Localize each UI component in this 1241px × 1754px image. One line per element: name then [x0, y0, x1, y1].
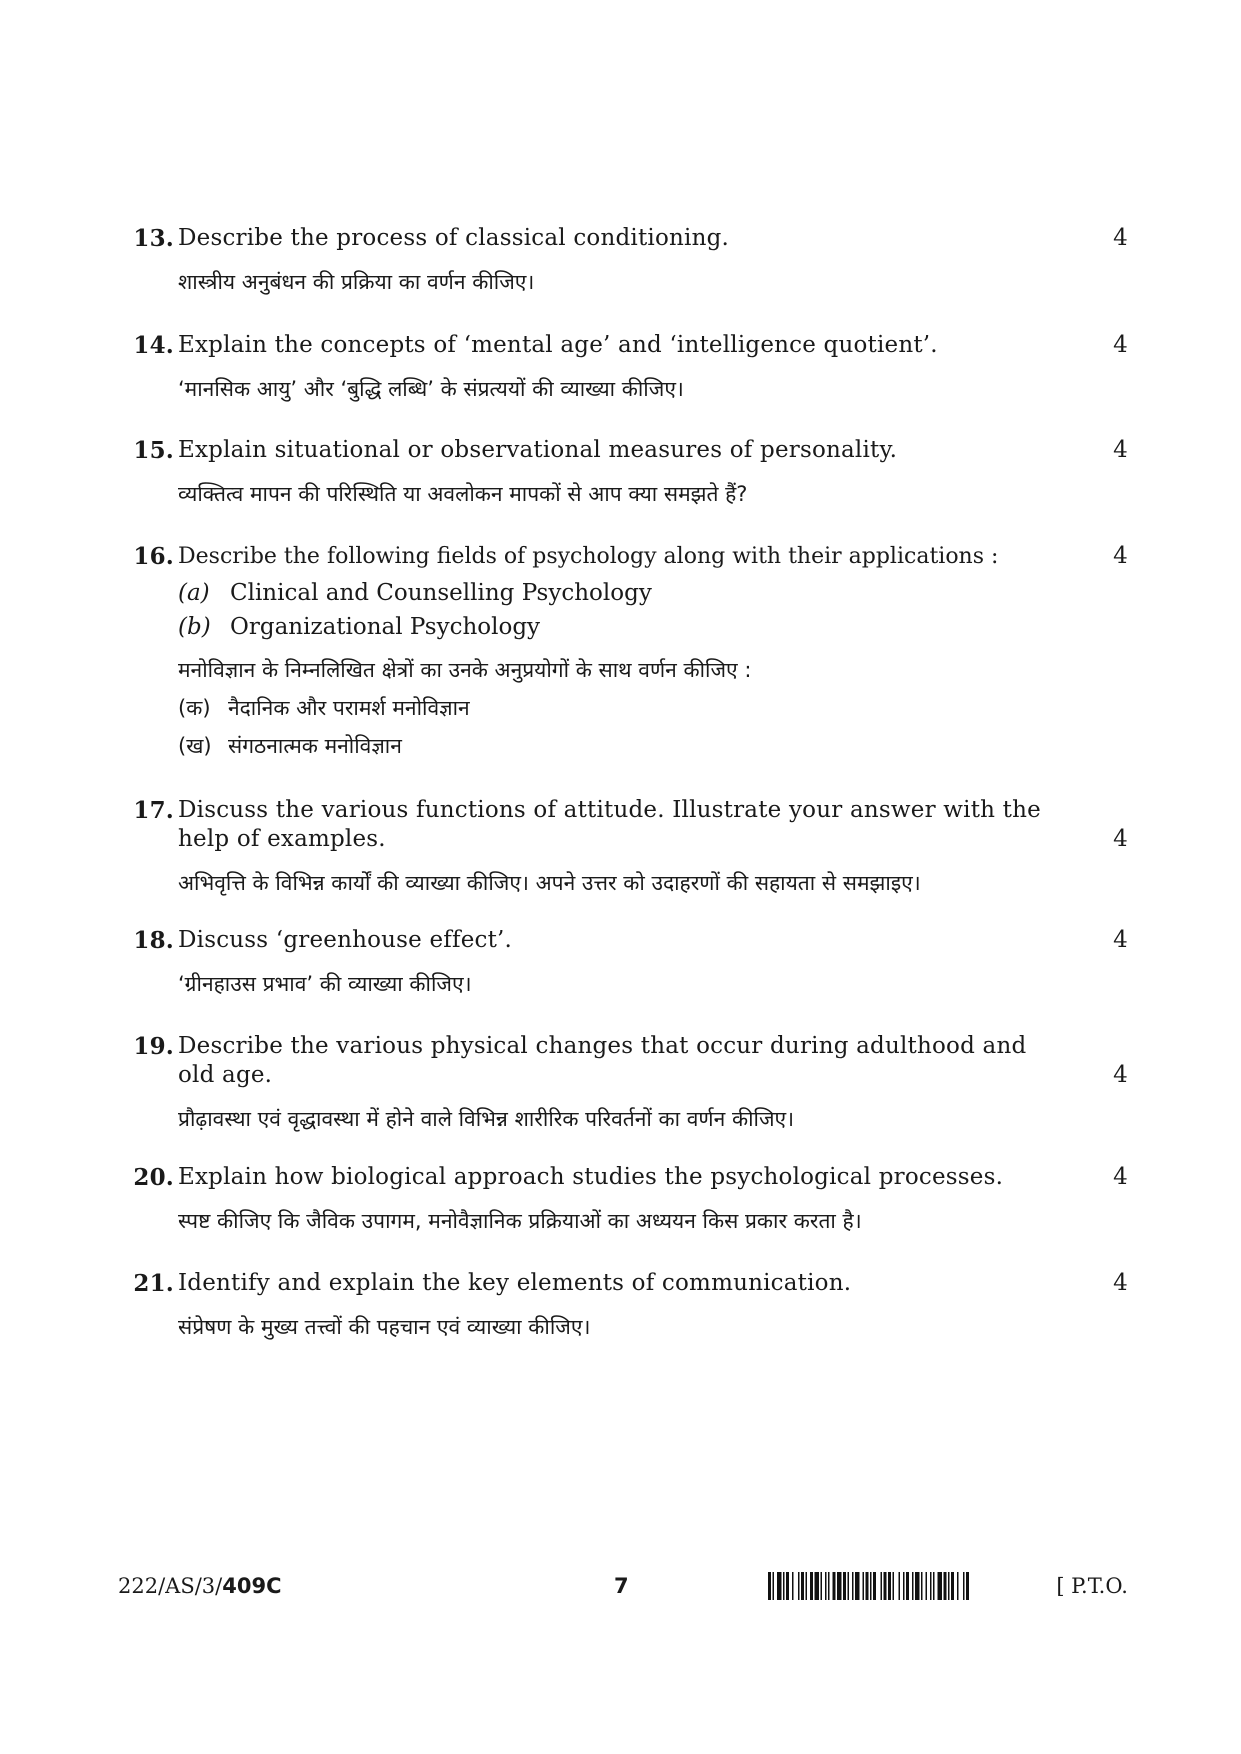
paper-code-bold: 409C [222, 1574, 282, 1598]
page-footer [118, 1570, 1128, 1602]
marks: 4 [1113, 1164, 1128, 1190]
sub-item-label: (a) [178, 580, 210, 606]
question-21 [118, 1269, 1128, 1342]
question-text-en: Discuss ‘greenhouse effect’. [178, 927, 513, 953]
question-text-en: Describe the following fields of psychology along with their applications : [178, 544, 999, 569]
question-number: 14. [133, 332, 174, 359]
question-text-en: Describe the various physical changes that occur during adulthood and old age. [178, 1033, 1027, 1088]
pto-label: [ P.T.O. [1056, 1574, 1128, 1598]
question-number: 13. [133, 225, 174, 252]
question-number: 17. [133, 797, 174, 824]
sub-item-ka [178, 693, 1128, 723]
question-text-hi: अभिवृत्ति के विभिन्न कार्यों की व्याख्या कीजिए। अपने उत्तर को उदाहरणों की सहायता से समझाइए। [178, 871, 921, 895]
question-17 [118, 796, 1128, 898]
marks: 4 [1113, 1062, 1128, 1088]
question-number: 21. [133, 1270, 174, 1297]
question-19 [118, 1032, 1128, 1134]
question-14 [118, 331, 1128, 404]
sub-item-a [178, 577, 1128, 609]
sub-item-b [178, 611, 1128, 643]
question-text-hi: प्रौढ़ावस्था एवं वृद्धावस्था में होने वाले विभिन्न शारीरिक परिवर्तनों का वर्णन कीजिए। [178, 1107, 795, 1131]
question-15 [118, 436, 1128, 509]
sub-item-text: Clinical and Counselling Psychology [230, 580, 652, 606]
question-text-hi: स्पष्ट कीजिए कि जैविक उपागम, मनोवैज्ञानिक प्रक्रियाओं का अध्ययन किस प्रकार करता है। [178, 1209, 862, 1233]
question-text-hi: शास्त्रीय अनुबंधन की प्रक्रिया का वर्णन कीजिए। [178, 270, 535, 294]
marks: 4 [1113, 437, 1128, 463]
marks: 4 [1113, 927, 1128, 953]
question-text-hi: ‘ग्रीनहाउस प्रभाव’ की व्याख्या कीजिए। [178, 972, 472, 996]
sub-item-text: संगठनात्मक मनोविज्ञान [228, 734, 402, 758]
sub-item-kha [178, 731, 1128, 761]
marks: 4 [1113, 332, 1128, 358]
question-13 [118, 224, 1128, 297]
question-number: 18. [133, 927, 174, 954]
question-number: 20. [133, 1164, 174, 1191]
question-text-en: Explain situational or observational measures of personality. [178, 437, 898, 463]
question-text-en: Explain the concepts of ‘mental age’ and ‘intelligence quotient’. [178, 332, 938, 358]
paper-code-prefix: 222/AS/3/ [118, 1574, 223, 1598]
barcode [768, 1572, 1038, 1600]
page-number: 7 [614, 1574, 629, 1598]
sub-item-label: (b) [178, 614, 211, 640]
sub-item-label: (क) [178, 696, 211, 720]
question-text-en: Explain how biological approach studies the psychological processes. [178, 1164, 1004, 1190]
marks: 4 [1113, 543, 1128, 569]
question-text-en: Describe the process of classical conditioning. [178, 225, 730, 251]
sub-item-label: (ख) [178, 734, 212, 758]
sub-item-text: नैदानिक और परामर्श मनोविज्ञान [228, 696, 470, 720]
question-number: 16. [133, 543, 174, 570]
question-18 [118, 926, 1128, 999]
marks: 4 [1113, 225, 1128, 251]
marks: 4 [1113, 826, 1128, 852]
question-text-hi: संप्रेषण के मुख्य तत्त्वों की पहचान एवं व्याख्या कीजिए। [178, 1315, 591, 1339]
question-number: 15. [133, 437, 174, 464]
question-text-hi: मनोविज्ञान के निम्नलिखित क्षेत्रों का उनके अनुप्रयोगों के साथ वर्णन कीजिए : [178, 658, 752, 682]
question-text-en: Discuss the various functions of attitude. Illustrate your answer with the help of examples. [178, 797, 1041, 852]
question-text-hi: व्यक्तित्व मापन की परिस्थिति या अवलोकन मापकों से आप क्या समझते हैं? [178, 482, 748, 506]
question-16 [118, 542, 1128, 761]
question-number: 19. [133, 1033, 174, 1060]
question-text-hi: ‘मानसिक आयु’ और ‘बुद्धि लब्धि’ के संप्रत्ययों की व्याख्या कीजिए। [178, 377, 684, 401]
question-20 [118, 1163, 1128, 1236]
sub-item-text: Organizational Psychology [230, 614, 541, 640]
paper-code [118, 1570, 281, 1602]
question-text-en: Identify and explain the key elements of communication. [178, 1270, 852, 1296]
marks: 4 [1113, 1270, 1128, 1296]
